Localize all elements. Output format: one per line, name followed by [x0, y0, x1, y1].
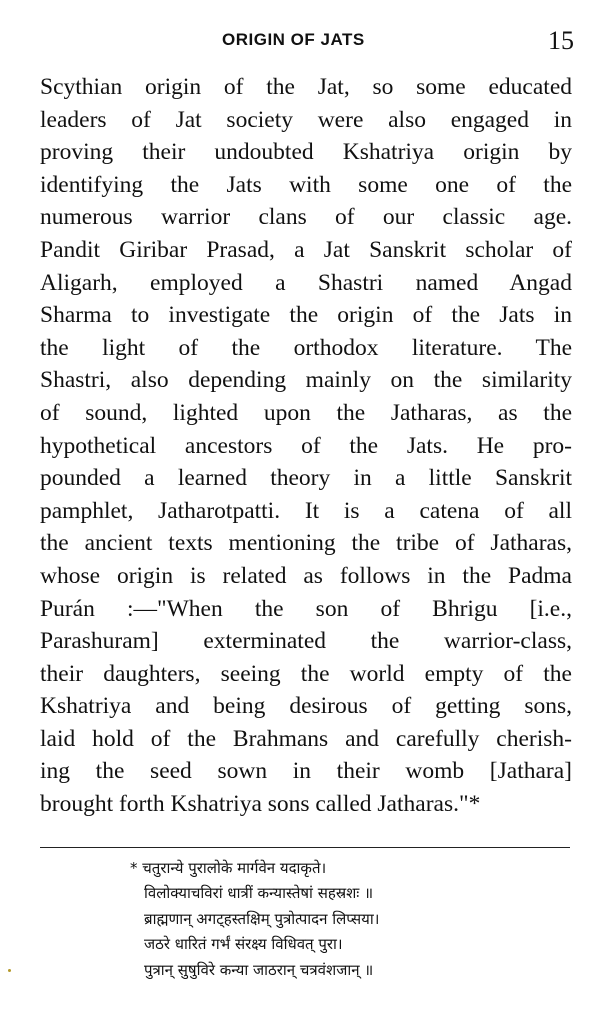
footnote-line: जठरे धारितं गर्भं संरक्ष्य विधिवत् पुरा।: [144, 935, 343, 954]
text-line: identifying the Jats with some one of the: [40, 171, 572, 198]
footnote-line: * चतुरान्ये पुरालोके मार्गवेन यदाकृते।: [130, 859, 327, 877]
running-title: ORIGIN OF JATS: [222, 30, 365, 49]
print-speck: [8, 969, 11, 972]
footnote-line: पुत्रान् सुषुविरे कन्या जाठरान् चत्रवंशजान् ॥: [144, 960, 374, 979]
text-line: pamphlet, Jatharotpatti. It is a catena of all: [40, 497, 572, 524]
text-line: pounded a learned theory in a little Sanskrit: [40, 465, 572, 492]
page-header: [0, 26, 600, 56]
text-line: of sound, lighted upon the Jatharas, as the: [40, 399, 572, 426]
text-line: the ancient texts mentioning the tribe of Jatharas,: [40, 530, 572, 557]
text-line: numerous warrior clans of our classic age.: [40, 204, 572, 231]
text-line: Scythian origin of the Jat, so some educated: [40, 74, 572, 100]
text-line: the light of the orthodox literature. The: [40, 334, 572, 361]
text-line: whose origin is related as follows in the Padma: [40, 562, 572, 589]
text-line: Sharma to investigate the origin of the Jats in: [40, 302, 572, 329]
text-line: Aligarh, employed a Shastri named Angad: [40, 269, 572, 296]
text-line: leaders of Jat society were also engaged in: [40, 106, 572, 133]
text-line: their daughters, seeing the world empty of the: [40, 660, 572, 687]
text-line: Shastri, also depending mainly on the similarity: [40, 367, 572, 394]
text-line: ing the seed sown in their womb [Jathara]: [40, 758, 572, 785]
text-line: brought forth Kshatriya sons called Jatharas."*: [40, 791, 481, 818]
text-line: hypothetical ancestors of the Jats. He pro-: [40, 432, 572, 459]
text-line: Pandit Giribar Prasad, a Jat Sanskrit scholar of: [40, 236, 572, 263]
page-number: 15: [548, 26, 574, 55]
text-line: Kshatriya and being desirous of getting sons,: [40, 693, 572, 720]
text-line: Parashuram] exterminated the warrior-class,: [40, 628, 572, 655]
body-text: [40, 71, 572, 821]
text-line: laid hold of the Brahmans and carefully cherish-: [40, 725, 572, 752]
footnote-line: विलोक्याचविरां धात्रीं कन्यास्तेषां सहस्रशः ॥: [144, 884, 374, 903]
footnote-line: ब्राह्मणान् अगट्हस्तक्षिम् पुत्रोत्पादन लिप्सया।: [144, 909, 380, 928]
text-line: Purán :—"When the son of Bhrigu [i.e.,: [40, 595, 572, 622]
footnote: [130, 856, 530, 983]
text-line: proving their undoubted Kshatriya origin by: [40, 139, 572, 166]
footnote-divider: [40, 847, 570, 848]
